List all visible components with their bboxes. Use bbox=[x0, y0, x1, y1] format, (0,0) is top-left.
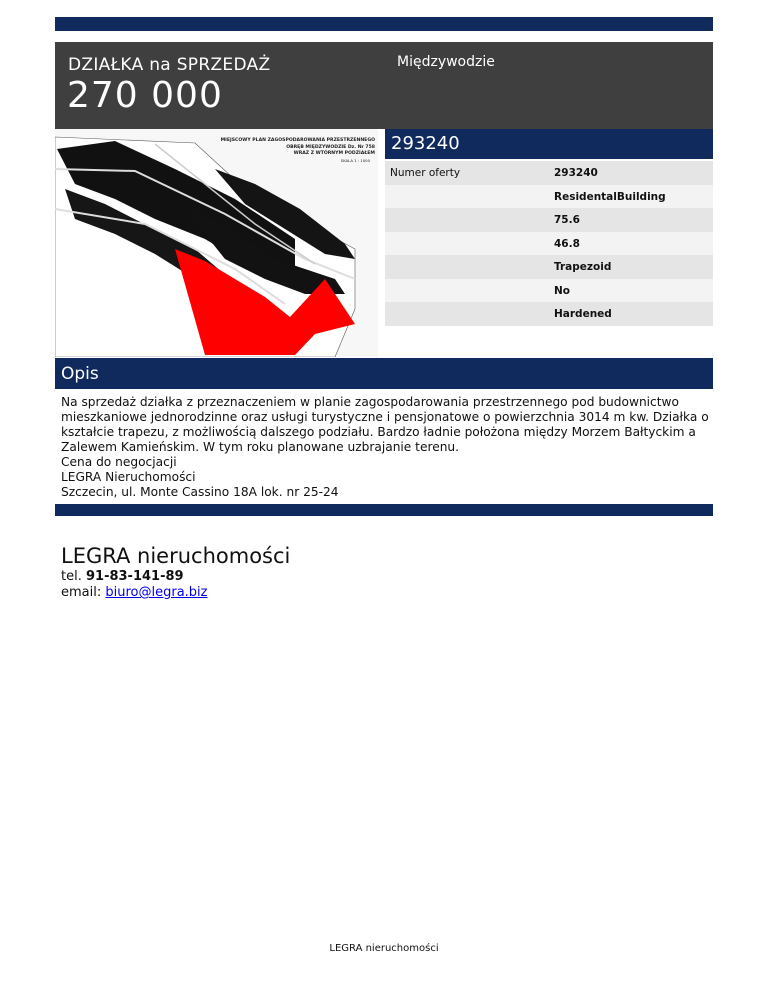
attribute-value: No bbox=[554, 284, 571, 297]
phone-line bbox=[61, 569, 184, 584]
listing-type: DZIAŁKA na SPRZEDAŻ bbox=[68, 55, 271, 75]
description-line: Szczecin, ul. Monte Cassino 18A lok. nr 25-24 bbox=[61, 485, 339, 499]
description-line: Cena do negocjacji bbox=[61, 455, 177, 469]
attribute-row bbox=[385, 279, 713, 303]
attribute-row bbox=[385, 161, 713, 185]
offer-id: 293240 bbox=[391, 133, 460, 154]
attribute-value: Hardened bbox=[554, 308, 612, 320]
listing-price: 270 000 bbox=[67, 75, 223, 116]
description-paragraph: Na sprzedaż działka z przeznaczeniem w planie zagospodarowania przestrzennego pod budownictwo mieszkaniowe jednorodzinne oraz usługi turystyczne i pensjonatowe o powierzchnia 3014 m kw. Działka o kształcie trapezu, z możliwością dalszego podziału. Bardzo ładnie położona między Morzem Bałtyckim a Zalewem Kamieńskim. W tym roku planowane uzbrajanie terenu. bbox=[61, 395, 709, 454]
email-line bbox=[61, 585, 207, 600]
attribute-value: 293240 bbox=[554, 167, 598, 179]
svg-text:MIEJSCOWY PLAN ZAGOSPODAROWANI: MIEJSCOWY PLAN ZAGOSPODAROWANIA PRZESTRZENNEGO bbox=[220, 138, 375, 143]
phone-number: 91-83-141-89 bbox=[85, 569, 184, 584]
svg-text:SKALA 1 : 1000: SKALA 1 : 1000 bbox=[340, 158, 370, 163]
listing-location: Międzywodzie bbox=[397, 54, 495, 70]
svg-text:WRAZ Z WTÓRNYM PODZIAŁEM: WRAZ Z WTÓRNYM PODZIAŁEM bbox=[293, 151, 375, 156]
attribute-value: 75.6 bbox=[554, 214, 580, 226]
page-footer: LEGRA nieruchomości bbox=[329, 943, 439, 954]
description-header bbox=[55, 358, 713, 389]
bottom-bar bbox=[55, 504, 713, 516]
attribute-row bbox=[385, 185, 713, 209]
email-link[interactable]: biuro@legra.biz bbox=[105, 585, 208, 600]
attribute-row bbox=[385, 232, 713, 256]
attribute-row bbox=[385, 302, 713, 326]
email-label: email: bbox=[61, 585, 106, 600]
description-line: LEGRA Nieruchomości bbox=[61, 470, 196, 484]
company-name: LEGRA nieruchomości bbox=[61, 544, 291, 568]
attribute-row bbox=[385, 208, 713, 232]
listing-header bbox=[55, 42, 713, 129]
svg-text:OBRĘB MIĘDZYWODZIE Dz. Nr 758: OBRĘB MIĘDZYWODZIE Dz. Nr 758 bbox=[286, 145, 375, 150]
attribute-value: ResidentalBuilding bbox=[554, 190, 666, 203]
description-title: Opis bbox=[61, 364, 99, 384]
attribute-value: 46.8 bbox=[554, 237, 580, 250]
offer-id-bar bbox=[385, 129, 713, 159]
phone-label: tel. bbox=[61, 569, 86, 584]
description-body bbox=[61, 395, 711, 500]
attribute-row bbox=[385, 255, 713, 279]
zoning-plan-image bbox=[55, 129, 378, 357]
attribute-key: Numer oferty bbox=[390, 167, 461, 179]
top-bar bbox=[55, 17, 713, 31]
attribute-value: Trapezoid bbox=[554, 261, 612, 273]
